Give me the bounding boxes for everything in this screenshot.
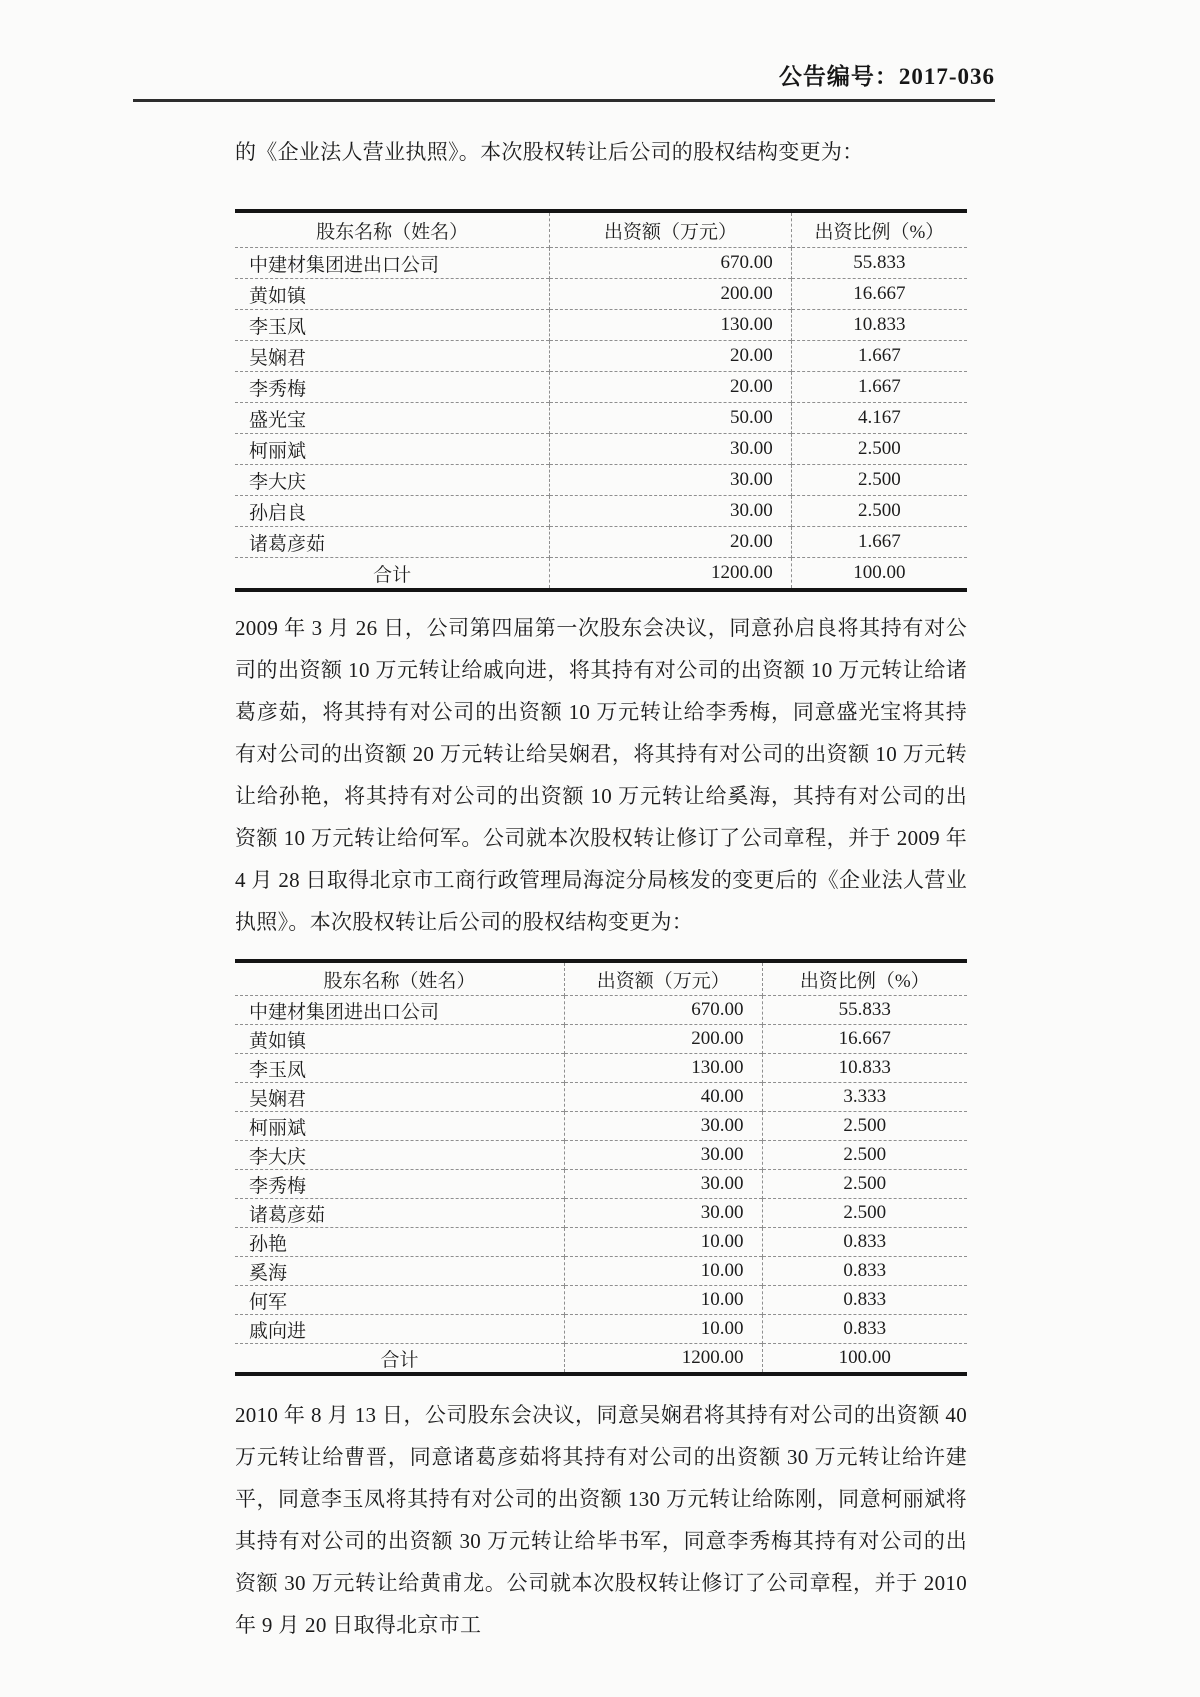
shareholder-name-cell: 黄如镇 xyxy=(249,285,307,307)
table-row xyxy=(235,1286,967,1315)
table-row xyxy=(235,403,967,434)
header-divider xyxy=(133,99,995,102)
amount-cell: 10.00 xyxy=(564,1315,762,1344)
ratio-cell: 0.833 xyxy=(762,1257,967,1286)
table-row xyxy=(235,1199,967,1228)
amount-cell: 10.00 xyxy=(564,1257,762,1286)
shareholder-name-cell: 李玉凤 xyxy=(249,1059,307,1081)
total-amount-cell: 1200.00 xyxy=(550,558,792,591)
table-row xyxy=(235,527,967,558)
ratio-cell: 1.667 xyxy=(791,372,967,403)
table-row xyxy=(235,1083,967,1112)
shareholder-name-cell: 中建材集团进出口公司 xyxy=(249,1001,440,1023)
ratio-cell: 2.500 xyxy=(791,434,967,465)
shareholder-name-cell: 黄如镇 xyxy=(249,1030,307,1052)
table-row xyxy=(235,341,967,372)
ratio-cell: 55.833 xyxy=(762,996,967,1025)
ratio-cell: 3.333 xyxy=(762,1083,967,1112)
amount-cell: 30.00 xyxy=(564,1170,762,1199)
shareholder-name-cell: 何军 xyxy=(249,1291,288,1313)
table-row xyxy=(235,372,967,403)
table-row xyxy=(235,1054,967,1083)
ratio-cell: 16.667 xyxy=(762,1025,967,1054)
table-row xyxy=(235,1170,967,1199)
shareholder-name-cell: 吴娴君 xyxy=(249,1088,307,1110)
ratio-cell: 4.167 xyxy=(791,403,967,434)
ratio-cell: 10.833 xyxy=(762,1054,967,1083)
shareholder-name-cell: 诸葛彦茹 xyxy=(249,533,326,555)
total-amount-cell: 1200.00 xyxy=(564,1344,762,1375)
ratio-cell: 10.833 xyxy=(791,310,967,341)
amount-cell: 30.00 xyxy=(550,465,792,496)
table2-header-amount: 出资额（万元） xyxy=(564,961,762,996)
amount-cell: 200.00 xyxy=(550,279,792,310)
amount-cell: 50.00 xyxy=(550,403,792,434)
table-row xyxy=(235,496,967,527)
table1-header-name: 股东名称（姓名） xyxy=(316,221,469,243)
ratio-cell: 2.500 xyxy=(791,496,967,527)
amount-cell: 20.00 xyxy=(550,527,792,558)
shareholder-name-cell: 李大庆 xyxy=(249,1146,307,1168)
table2-header-row xyxy=(235,961,967,996)
ratio-cell: 0.833 xyxy=(762,1286,967,1315)
shareholder-name-cell: 孙艳 xyxy=(249,1233,288,1255)
table-row xyxy=(235,279,967,310)
table1-header-row xyxy=(235,211,967,248)
table2-header-name: 股东名称（姓名） xyxy=(323,970,476,992)
amount-cell: 30.00 xyxy=(550,496,792,527)
table1-header-ratio: 出资比例（%） xyxy=(791,211,967,248)
paragraph-2009: 2009 年 3 月 26 日，公司第四届第一次股东会决议，同意孙启良将其持有对公司的出资额 10 万元转让给戚向进，将其持有对公司的出资额 10 万元转让给诸葛彦茹，将其持有对公司的出资额 10 万元转让给李秀梅，同意盛光宝将其持有对公司的出资额 20 万元转让给吴娴君，将其持有对公司的出资额 10 万元转让给孙艳，将其持有对公司的出资额 10 万元转让给奚海，其持有对公司的出资额 10 万元转让给何军。公司就本次股权转让修订了公司章程，并于 2009 年 4 月 28 日取得北京市工商行政管理局海淀分局核发的变更后的《企业法人营业执照》。本次股权转让后公司的股权结构变更为： xyxy=(235,616,967,934)
shareholder-name-cell: 李秀梅 xyxy=(249,378,307,400)
shareholder-name-cell: 孙启良 xyxy=(249,502,307,524)
amount-cell: 30.00 xyxy=(550,434,792,465)
announcement-number: 公告编号：2017-036 xyxy=(778,64,995,89)
table1-total-row xyxy=(235,558,967,591)
table-row xyxy=(235,1025,967,1054)
shareholder-name-cell: 盛光宝 xyxy=(249,409,307,431)
ratio-cell: 2.500 xyxy=(791,465,967,496)
shareholder-name-cell: 柯丽斌 xyxy=(249,440,307,462)
ratio-cell: 1.667 xyxy=(791,527,967,558)
table-row xyxy=(235,1315,967,1344)
table-row xyxy=(235,1112,967,1141)
shareholder-name-cell: 李秀梅 xyxy=(249,1175,307,1197)
shareholder-table-1 xyxy=(235,209,967,592)
amount-cell: 670.00 xyxy=(550,248,792,279)
table-row xyxy=(235,310,967,341)
total-label-cell: 合计 xyxy=(380,1349,419,1371)
shareholder-name-cell: 吴娴君 xyxy=(249,347,307,369)
shareholder-name-cell: 柯丽斌 xyxy=(249,1117,307,1139)
shareholder-name-cell: 李大庆 xyxy=(249,471,307,493)
ratio-cell: 0.833 xyxy=(762,1315,967,1344)
amount-cell: 130.00 xyxy=(564,1054,762,1083)
amount-cell: 10.00 xyxy=(564,1286,762,1315)
amount-cell: 30.00 xyxy=(564,1199,762,1228)
amount-cell: 20.00 xyxy=(550,341,792,372)
total-label-cell: 合计 xyxy=(373,564,412,586)
amount-cell: 670.00 xyxy=(564,996,762,1025)
shareholder-name-cell: 诸葛彦茹 xyxy=(249,1204,326,1226)
table-row xyxy=(235,248,967,279)
shareholder-name-cell: 中建材集团进出口公司 xyxy=(249,254,440,276)
table-row xyxy=(235,1257,967,1286)
amount-cell: 10.00 xyxy=(564,1228,762,1257)
ratio-cell: 55.833 xyxy=(791,248,967,279)
table-row xyxy=(235,1228,967,1257)
ratio-cell: 16.667 xyxy=(791,279,967,310)
shareholder-name-cell: 奚海 xyxy=(249,1262,288,1284)
amount-cell: 30.00 xyxy=(564,1141,762,1170)
page-content xyxy=(235,131,967,1646)
intro-paragraph: 的《企业法人营业执照》。本次股权转让后公司的股权结构变更为： xyxy=(235,140,864,164)
ratio-cell: 2.500 xyxy=(762,1112,967,1141)
amount-cell: 20.00 xyxy=(550,372,792,403)
ratio-cell: 2.500 xyxy=(762,1141,967,1170)
table-row xyxy=(235,996,967,1025)
ratio-cell: 0.833 xyxy=(762,1228,967,1257)
amount-cell: 200.00 xyxy=(564,1025,762,1054)
ratio-cell: 2.500 xyxy=(762,1199,967,1228)
table2-header-ratio: 出资比例（%） xyxy=(762,961,967,996)
total-ratio-cell: 100.00 xyxy=(762,1344,967,1375)
shareholder-table-2 xyxy=(235,959,967,1376)
amount-cell: 130.00 xyxy=(550,310,792,341)
table1-header-amount: 出资额（万元） xyxy=(550,211,792,248)
shareholder-name-cell: 戚向进 xyxy=(249,1320,307,1342)
table2-total-row xyxy=(235,1344,967,1375)
paragraph-2010: 2010 年 8 月 13 日，公司股东会决议，同意吴娴君将其持有对公司的出资额 40 万元转让给曹晋，同意诸葛彦茹将其持有对公司的出资额 30 万元转让给许建平，同意李玉凤将其持有对公司的出资额 130 万元转让给陈刚，同意柯丽斌将其持有对公司的出资额 30 万元转让给毕书军，同意李秀梅其持有对公司的出资额 30 万元转让给黄甫龙。公司就本次股权转让修订了公司章程，并于 2010 年 9 月 20 日取得北京市工 xyxy=(235,1403,967,1637)
ratio-cell: 2.500 xyxy=(762,1170,967,1199)
table-row xyxy=(235,1141,967,1170)
total-ratio-cell: 100.00 xyxy=(791,558,967,591)
shareholder-name-cell: 李玉凤 xyxy=(249,316,307,338)
table-row xyxy=(235,434,967,465)
ratio-cell: 1.667 xyxy=(791,341,967,372)
table-row xyxy=(235,465,967,496)
amount-cell: 40.00 xyxy=(564,1083,762,1112)
amount-cell: 30.00 xyxy=(564,1112,762,1141)
